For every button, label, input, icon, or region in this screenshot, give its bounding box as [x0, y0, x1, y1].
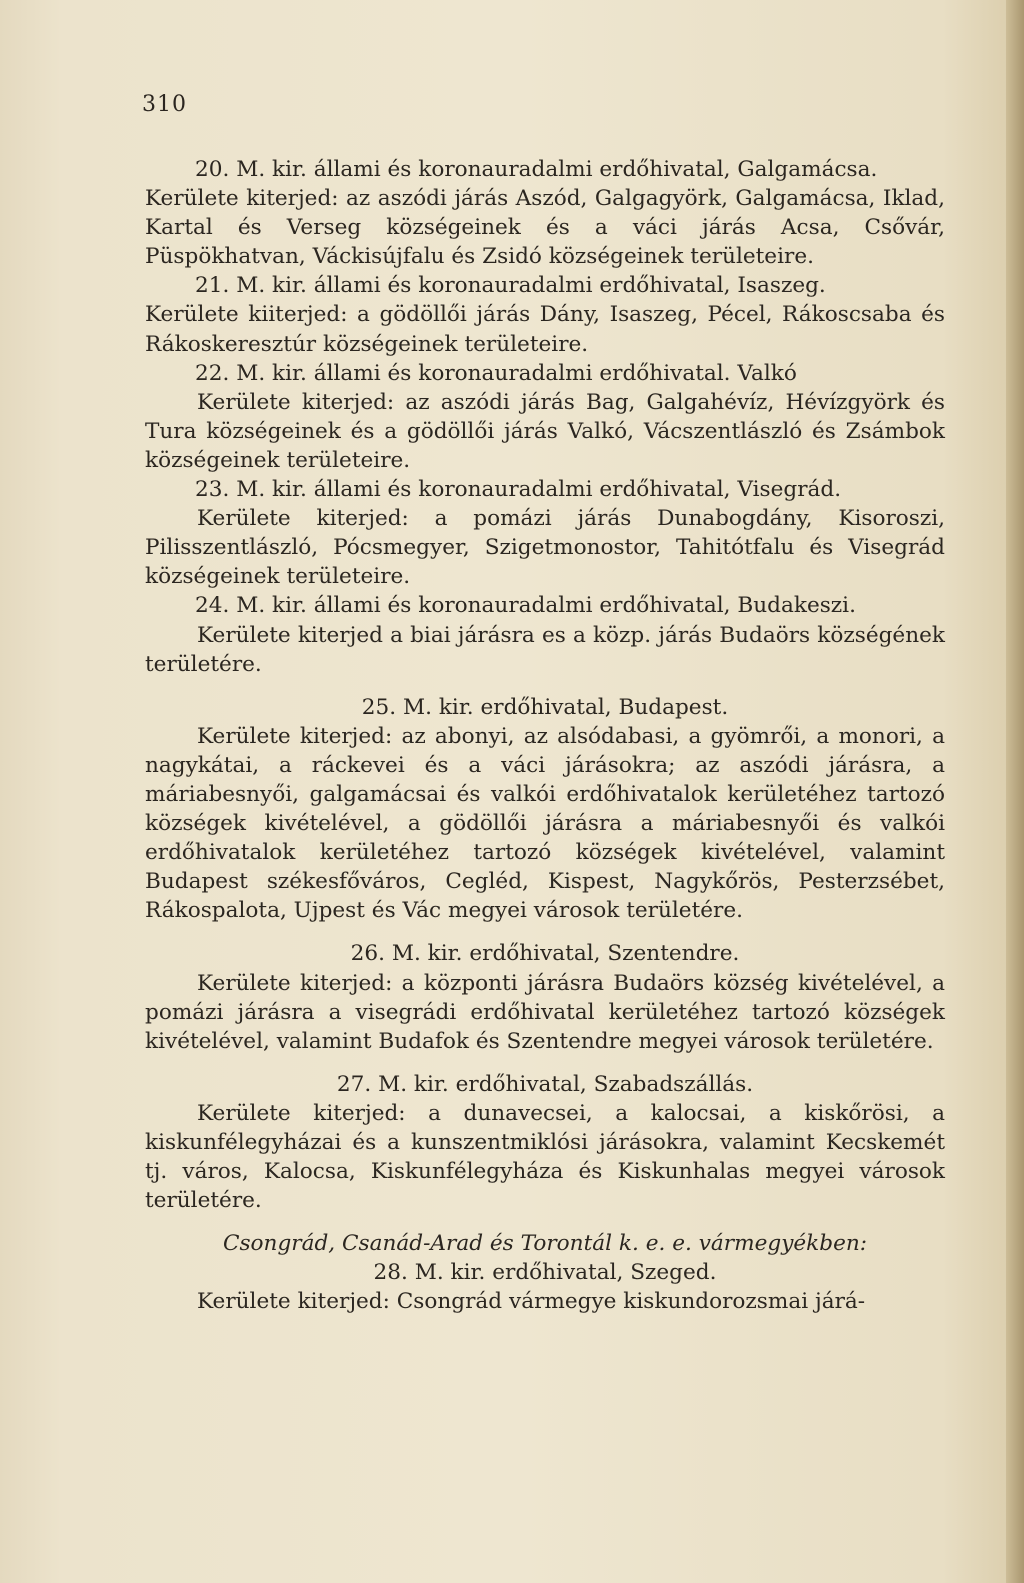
- section-23-body: Kerülete kiterjed: a pomázi járás Dunabogdány, Kisoroszi, Pilisszentlászló, Pócsmegyer, Szigetmonostor, Tahitótfalu és Visegrád községeinek területeire.: [145, 506, 945, 590]
- section-25-body: Kerülete kiterjed: az abonyi, az alsódabasi, a gyömrői, a monori, a nagykátai, a ráckevei és a váci járásokra; az aszódi járásra, a máriabesnyői, galgamácsai és valkói erdőhivatalok kerületéhez tartozó községek kivételével, a gödöllői járásra a máriabesnyői és valkói erdőhivatalok kerületéhez tartozó községek kivételével, valamint Budapest székesfőváros, Cegléd, Kispest, Nagykőrös, Pesterzsébet, Rákospalota, Ujpest és Vác megyei városok területére.: [145, 723, 945, 924]
- section-26-body: Kerülete kiterjed: a központi járásra Budaörs község kivételével, a pomázi járásra a visegrádi erdőhivatal kerületéhez tartozó községek kivételével, valamint Budafok és Szentendre megyei városok területére.: [145, 970, 945, 1054]
- section-24-body: Kerülete kiterjed a biai járásra es a közp. járás Budaörs községének területére.: [145, 622, 945, 677]
- section-27-heading: 27. M. kir. erdőhivatal, Szabadszállás.: [336, 1071, 754, 1097]
- page-body: [145, 155, 945, 1317]
- section-22-heading: 22. M. kir. állami és koronauradalmi erdőhivatal. Valkó: [195, 360, 797, 386]
- page-number: 310: [142, 92, 187, 117]
- section-20-body: Kerülete kiterjed: az aszódi járás Aszód, Galgagyörk, Galgamácsa, Iklad, Kartal és Verseg községeinek és a váci járás Acsa, Csővár, Püspökhatvan, Váckisújfalu és Zsidó községeinek területeire.: [145, 186, 945, 270]
- section-24-heading: 24. M. kir. állami és koronauradalmi erdőhivatal, Budakeszi.: [195, 593, 856, 619]
- section-26-heading: 26. M. kir. erdőhivatal, Szentendre.: [350, 941, 740, 967]
- section-23-heading: 23. M. kir. állami és koronauradalmi erdőhivatal, Visegrád.: [195, 477, 842, 503]
- section-21-heading: 21. M. kir. állami és koronauradalmi erdőhivatal, Isaszeg.: [195, 273, 826, 299]
- page-edge-shadow: [1006, 0, 1024, 1583]
- section-25-heading: 25. M. kir. erdőhivatal, Budapest.: [361, 694, 729, 720]
- county-heading: Csongrád, Csanád-Arad és Torontál k. e. e. vármegyékben:: [222, 1231, 868, 1257]
- section-28-heading: 28. M. kir. erdőhivatal, Szeged.: [373, 1260, 717, 1286]
- section-28-body: Kerülete kiterjed: Csongrád vármegye kiskundorozsmai járá-: [197, 1289, 866, 1315]
- section-21-body: Kerülete kiiterjed: a gödöllői járás Dány, Isaszeg, Pécel, Rákoscsaba és Rákoskeresztúr községeinek területeire.: [145, 302, 945, 357]
- section-20-heading: 20. M. kir. állami és koronauradalmi erdőhivatal, Galgamácsa.: [195, 157, 878, 182]
- section-22-body: Kerülete kiterjed: az aszódi járás Bag, Galgahévíz, Hévízgyörk és Tura községeinek és a gödöllői járás Valkó, Vácszentlászló és Zsámbok községeinek területeire.: [145, 389, 945, 473]
- section-27-body: Kerülete kiterjed: a dunavecsei, a kalocsai, a kiskőrösi, a kiskunfélegyházai és a kunszentmiklósi járásokra, valamint Kecskemét tj. város, Kalocsa, Kiskunfélegyháza és Kiskunhalas megyei városok területére.: [145, 1100, 945, 1214]
